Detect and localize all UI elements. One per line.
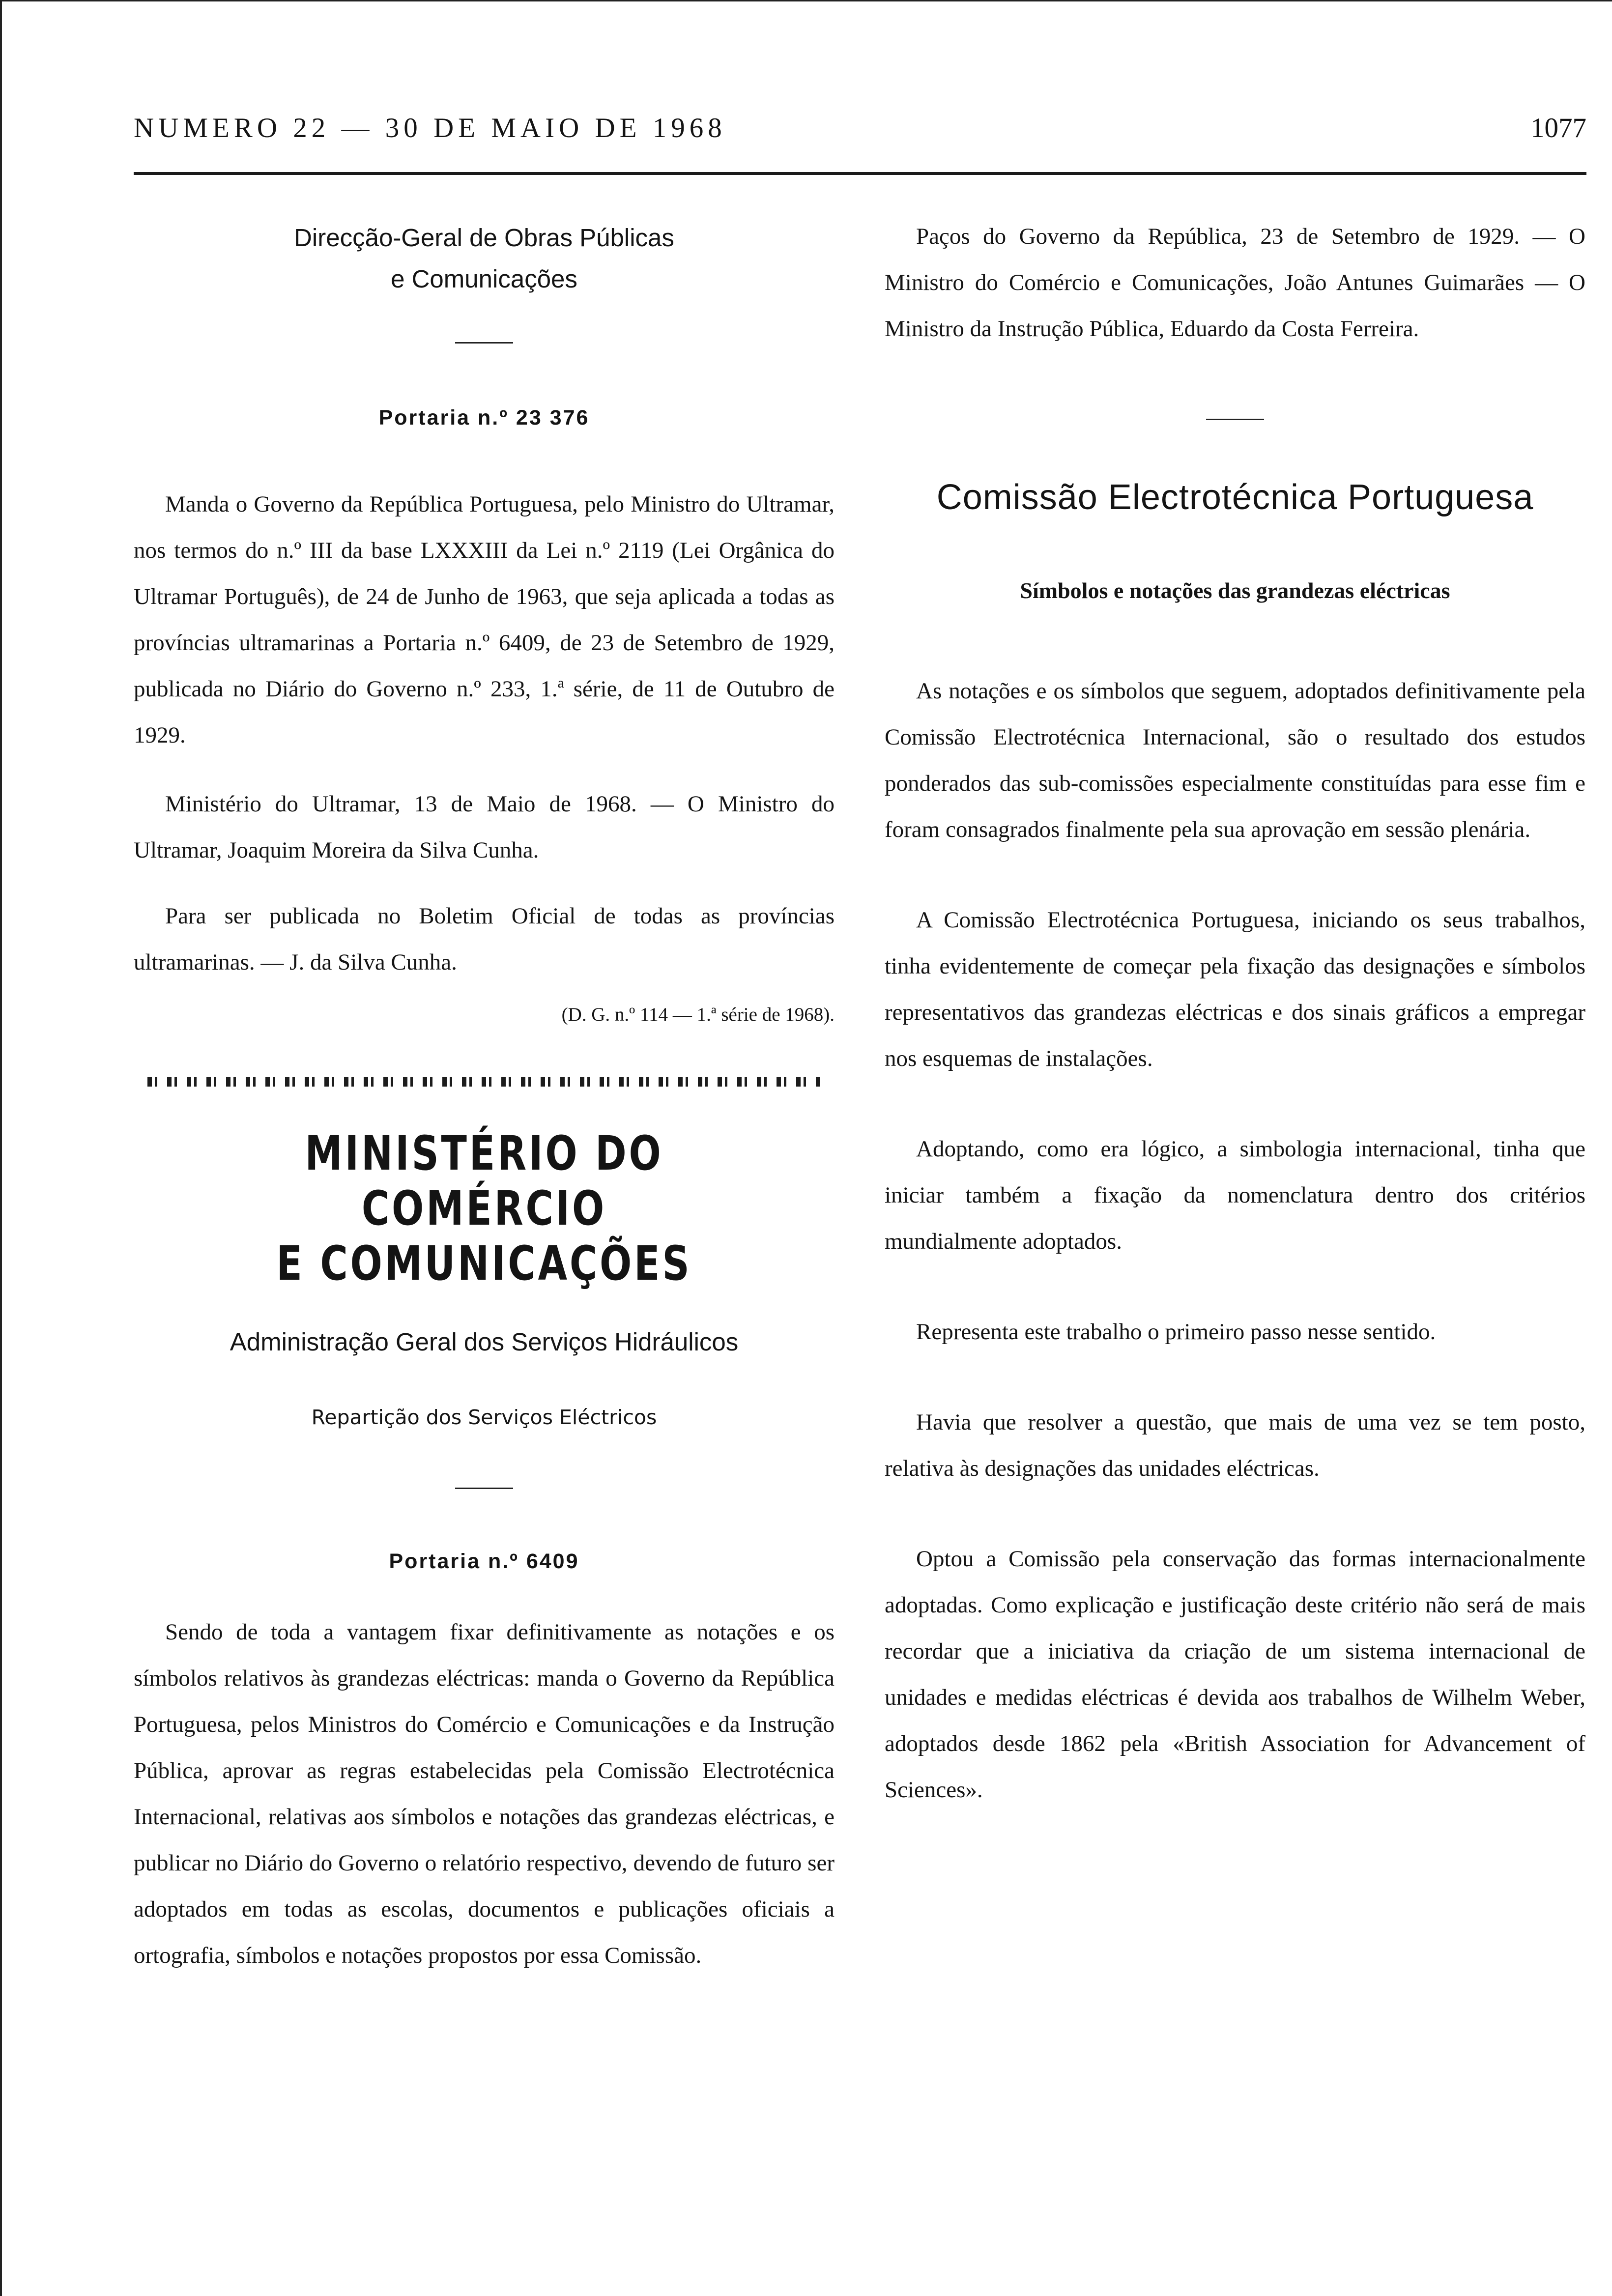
directorate-heading-cont: e Comunicações bbox=[391, 265, 577, 293]
repartition-heading: Repartição dos Serviços Eléctricos bbox=[311, 1406, 657, 1429]
ministry-title-cont: E COMUNICAÇÕES bbox=[276, 1236, 692, 1291]
left-column bbox=[134, 206, 835, 1979]
ministry-title: MINISTÉRIO DO COMÉRCIO bbox=[305, 1126, 663, 1236]
page-number: 1077 bbox=[1530, 113, 1586, 144]
section-subtitle: Símbolos e notações das grandezas eléctricas bbox=[1020, 578, 1450, 603]
portaria-23376-title: Portaria n.º 23 376 bbox=[378, 406, 590, 430]
body-paragraph: As notações e os símbolos que seguem, adoptados definitivamente pela Comissão Electrotécnica Internacional, são o resultado dos estudos ponderados das sub-comissões especialmente constituídas para esse fim e foram consagrados finalmente pela sua aprovação em sessão plenária. bbox=[885, 678, 1585, 842]
header-rule bbox=[134, 172, 1586, 175]
page-edge-top bbox=[0, 0, 1612, 1]
body-paragraph: Havia que resolver a questão, que mais de uma vez se tem posto, relativa às designações das unidades eléctricas. bbox=[885, 1409, 1585, 1481]
portaria-6409-body: Sendo de toda a vantagem fixar definitivamente as notações e os símbolos relativos às grandezas eléctricas: manda o Governo da República Portuguesa, pelos Ministros do Comércio e Comunicações e da Instrução Pública, aprovar as regras estabelecidas pela Comissão Electrotécnica Internacional, relativas aos símbolos e notações das grandezas eléctricas, e publicar no Diário do Governo o relatório respectivo, devendo de futuro ser adoptados em todas as escolas, documentos e publicações oficiais a ortografia, símbolos e notações propostos por essa Comissão. bbox=[134, 1619, 835, 1968]
directorate-heading: Direcção-Geral de Obras Públicas bbox=[294, 224, 674, 252]
portaria-23376-signature: Ministério do Ultramar, 13 de Maio de 1968. — O Ministro do Ultramar, Joaquim Moreira da Silva Cunha. bbox=[134, 791, 835, 863]
body-paragraph: Representa este trabalho o primeiro passo nesse sentido. bbox=[916, 1319, 1436, 1345]
body-paragraph: Adoptando, como era lógico, a simbologia internacional, tinha que iniciar também a fixação da nomenclatura dentro dos critérios mundialmente adoptados. bbox=[885, 1136, 1585, 1254]
body-paragraph: A Comissão Electrotécnica Portuguesa, iniciando os seus trabalhos, tinha evidentemente de começar pela fixação das designações e símbolos representativos das grandezas eléctricas e dos sinais gráficos a empregar nos esquemas de instalações. bbox=[885, 907, 1585, 1071]
body-paragraph: Optou a Comissão pela conservação das formas internacionalmente adoptadas. Como explicação e justificação deste critério não será de mais recordar que a iniciativa da criação de um sistema internacional de unidades e medidas eléctricas é devida aos trabalhos de Wilhelm Weber, adoptados desde 1862 pela «British Association for Advancement of Sciences». bbox=[885, 1546, 1585, 1803]
ornamental-divider bbox=[147, 1077, 821, 1087]
page-header bbox=[134, 112, 1586, 151]
government-signature: Paços do Governo da República, 23 de Setembro de 1929. — O Ministro do Comércio e Comunicações, João Antunes Guimarães — O Ministro da Instrução Pública, Eduardo da Costa Ferreira. bbox=[885, 224, 1585, 342]
issue-line: NUMERO 22 — 30 DE MAIO DE 1968 bbox=[134, 113, 726, 144]
portaria-6409-title: Portaria n.º 6409 bbox=[389, 1550, 579, 1573]
right-column bbox=[885, 206, 1585, 1813]
commission-title: Comissão Electrotécnica Portuguesa bbox=[936, 478, 1534, 517]
page-edge-left bbox=[0, 0, 2, 2296]
source-reference: (D. G. n.º 114 — 1.ª série de 1968). bbox=[561, 1004, 835, 1025]
admin-heading: Administração Geral dos Serviços Hidráulicos bbox=[230, 1328, 739, 1356]
portaria-23376-body: Manda o Governo da República Portuguesa, pelo Ministro do Ultramar, nos termos do n.º III da base LXXXIII da Lei n.º 2119 (Lei Orgânica do Ultramar Português), de 24 de Junho de 1963, que seja aplicada a todas as províncias ultramarinas a Portaria n.º 6409, de 23 de Setembro de 1929, publicada no Diário do Governo n.º 233, 1.ª série, de 11 de Outubro de 1929. bbox=[134, 491, 835, 748]
publication-note: Para ser publicada no Boletim Oficial de todas as províncias ultramarinas. — J. da Silva Cunha. bbox=[134, 903, 835, 975]
